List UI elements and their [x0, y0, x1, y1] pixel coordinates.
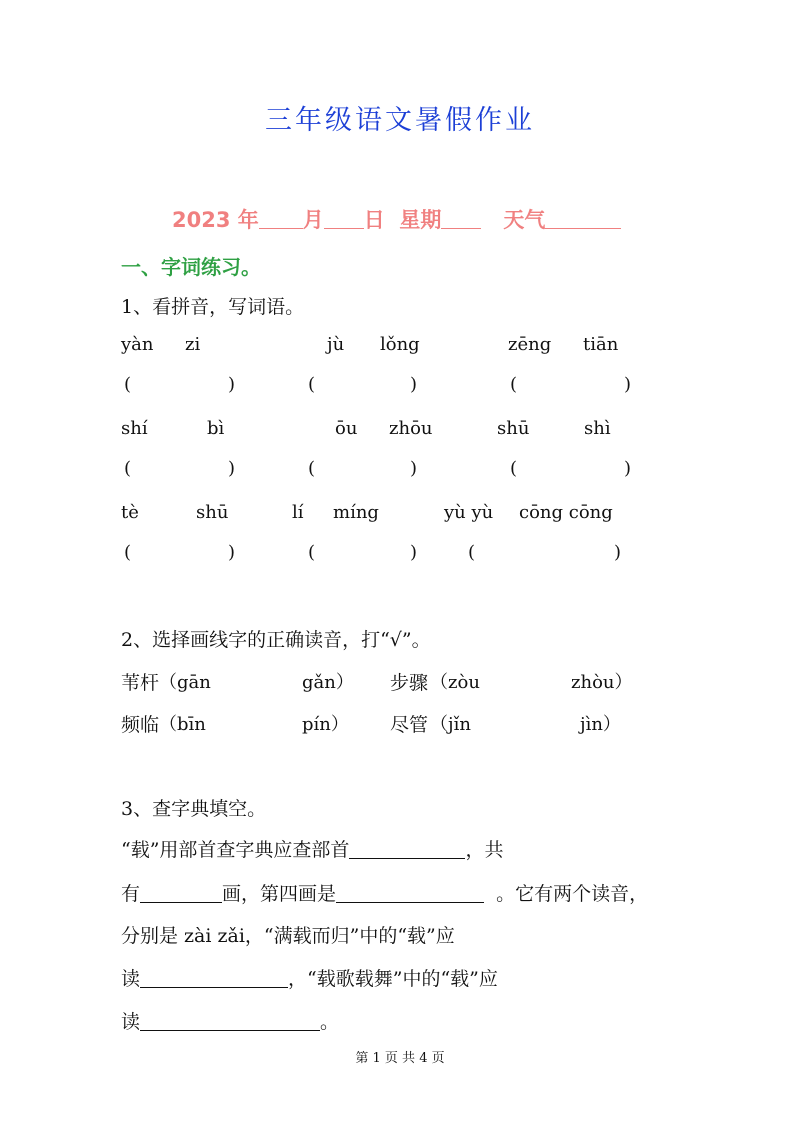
- section-heading: 一、字词练习。: [121, 255, 261, 279]
- answer-open: (: [510, 374, 518, 395]
- weather-label: 天气: [503, 208, 546, 232]
- word: 步骤: [390, 672, 429, 694]
- fill-line-2: [121, 879, 648, 906]
- answer-close: ): [410, 458, 418, 479]
- answer-close: ): [624, 374, 632, 395]
- text: 画，第四画是: [222, 883, 337, 905]
- answer-close: ): [410, 374, 418, 395]
- pinyin: ōu: [335, 418, 358, 439]
- option-a[interactable]: （zòu: [430, 672, 480, 693]
- fill-line-1: [121, 835, 503, 862]
- blank-reading-2[interactable]: [140, 1011, 320, 1031]
- year-label: 年: [237, 208, 259, 232]
- answer-open: (: [308, 458, 316, 479]
- day-label: 日: [363, 208, 385, 232]
- pinyin: shū: [497, 418, 530, 439]
- pinyin: zhōu: [389, 418, 433, 439]
- pinyin: míng: [333, 502, 379, 523]
- word: 频临: [121, 714, 160, 736]
- text: ，“载歌载舞”中的“载”应: [288, 968, 498, 990]
- option-a[interactable]: （gān: [159, 672, 211, 693]
- weekday-blank[interactable]: [441, 208, 481, 229]
- question-2-title: 2、选择画线字的正确读音，打“√”。: [121, 629, 431, 651]
- option-b[interactable]: pín）: [302, 714, 349, 735]
- text: 读: [121, 1011, 141, 1033]
- page-footer: 第 1 页 共 4 页: [355, 1051, 445, 1066]
- text: “载”用部首查字典应查部首: [121, 839, 350, 861]
- pinyin: yù yù: [444, 502, 494, 523]
- option-a[interactable]: （jǐn: [430, 714, 471, 735]
- question-3-title: 3、查字典填空。: [121, 798, 267, 820]
- option-a[interactable]: （bīn: [159, 714, 206, 735]
- fill-line-4: [121, 964, 498, 991]
- text: 。: [320, 1011, 340, 1033]
- pinyin: shì: [584, 418, 611, 439]
- pinyin: jù: [327, 334, 345, 355]
- answer-open: (: [124, 374, 132, 395]
- answer-open: (: [308, 542, 316, 563]
- answer-open: (: [124, 542, 132, 563]
- pinyin: bì: [207, 418, 225, 439]
- answer-close: ): [228, 374, 236, 395]
- date-line: [172, 204, 621, 234]
- month-blank[interactable]: [259, 208, 303, 229]
- option-b[interactable]: jìn）: [580, 714, 621, 735]
- question-1-title: 1、看拼音，写词语。: [121, 296, 305, 318]
- fill-line-5: [121, 1007, 339, 1034]
- blank-stroke-count[interactable]: [140, 883, 222, 903]
- month-label: 月: [302, 208, 324, 232]
- answer-close: ): [624, 458, 632, 479]
- pinyin: lǒng: [380, 334, 420, 355]
- pinyin: tiān: [583, 334, 619, 355]
- text: 读: [121, 968, 141, 990]
- answer-close: ): [228, 542, 236, 563]
- blank-radical[interactable]: [349, 839, 465, 859]
- option-b[interactable]: zhòu）: [571, 672, 633, 693]
- pinyin: lí: [292, 502, 304, 523]
- option-b[interactable]: gǎn）: [302, 672, 354, 693]
- weather-blank[interactable]: [545, 208, 621, 229]
- answer-close: ): [614, 542, 622, 563]
- pinyin: yàn: [121, 334, 154, 355]
- answer-open: (: [510, 458, 518, 479]
- fill-line-3: 分别是 zài zǎi，“满载而归”中的“载”应: [121, 925, 455, 947]
- pinyin: shí: [121, 418, 148, 439]
- answer-close: ): [228, 458, 236, 479]
- text: 有: [121, 883, 141, 905]
- day-blank[interactable]: [324, 208, 364, 229]
- weekday-label: 星期: [399, 208, 442, 232]
- answer-open: (: [124, 458, 132, 479]
- blank-fourth-stroke[interactable]: [336, 883, 484, 903]
- pinyin: tè: [121, 502, 139, 523]
- pinyin: zēng: [508, 334, 552, 355]
- text: 。它有两个读音，: [496, 883, 649, 905]
- answer-close: ): [410, 542, 418, 563]
- pinyin: shū: [196, 502, 229, 523]
- pinyin: zi: [185, 334, 201, 355]
- blank-reading-1[interactable]: [140, 968, 288, 988]
- word: 苇杆: [121, 672, 160, 694]
- year: 2023: [172, 208, 231, 232]
- answer-open: (: [308, 374, 316, 395]
- word: 尽管: [390, 714, 429, 736]
- text: ，共: [465, 839, 504, 861]
- answer-open: (: [468, 542, 476, 563]
- pinyin: cōng cōng: [519, 502, 613, 523]
- page-title: 三年级语文暑假作业: [265, 105, 535, 136]
